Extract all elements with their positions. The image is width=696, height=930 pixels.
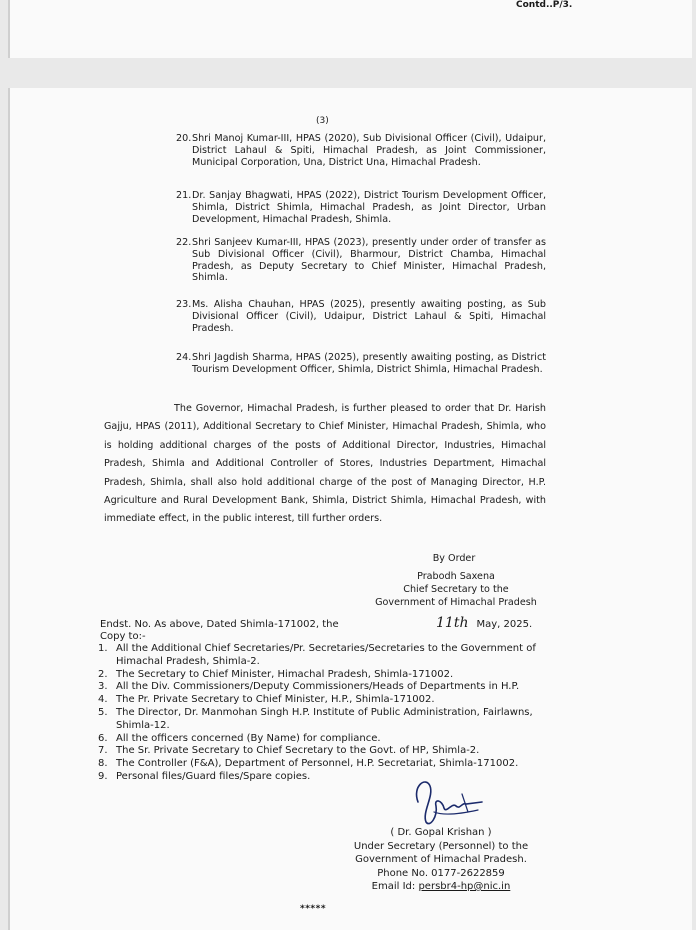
item-number: 21. [176, 190, 192, 201]
copy-number: 7. [98, 745, 108, 757]
signatory-designation-2: Government of Himachal Pradesh [375, 597, 537, 608]
copy-item [98, 681, 558, 694]
order-item-24 [176, 352, 546, 376]
copy-item [98, 771, 558, 784]
item-number: 24. [176, 352, 192, 363]
order-item-22 [176, 237, 546, 284]
signatory-designation: Chief Secretary to the [403, 584, 509, 595]
copy-item [98, 669, 558, 682]
copy-number: 8. [98, 758, 108, 770]
officer-name: ( Dr. Gopal Krishan ) [390, 827, 492, 838]
copy-text: The Pr. Private Secretary to Chief Minister, H.P., Shimla-171002. [116, 694, 435, 706]
copy-list [98, 643, 558, 784]
copy-number: 2. [98, 668, 108, 680]
phone-number: Phone No. 0177-2622859 [377, 867, 505, 879]
copy-to-label: Copy to:- [100, 631, 146, 642]
copy-item [98, 758, 558, 771]
handwritten-signature [404, 772, 488, 830]
signatory-block [368, 570, 544, 609]
copy-text: The Director, Dr. Manmohan Singh H.P. Institute of Public Administration, Fairlawns, Shimla-12. [116, 706, 533, 731]
officer-designation-2: Government of Himachal Pradesh. [355, 854, 527, 865]
page-number: (3) [316, 116, 329, 126]
previous-page-fragment [8, 0, 692, 58]
item-number: 22. [176, 237, 192, 248]
order-item-20 [176, 133, 546, 168]
copy-number: 3. [98, 681, 108, 693]
by-order-label: By Order [432, 553, 476, 564]
order-paragraph [104, 400, 546, 529]
item-text: Dr. Sanjay Bhagwati, HPAS (2022), District Tourism Development Officer, Shimla, District Shimla, Himachal Pradesh, as Joint Director, Urban Development, Himachal Pradesh, Shimla. [192, 190, 546, 225]
order-item-23 [176, 299, 546, 334]
officer-designation: Under Secretary (Personnel) to the [353, 840, 529, 852]
order-item-21 [176, 190, 546, 225]
item-text: Shri Sanjeev Kumar-III, HPAS (2023), presently under order of transfer as Sub Divisional Officer (Civil), Bharmour, District Chamba, Himachal Pradesh, as Deputy Secretary to Chief Minister, Himachal Pradesh, Shimla. [192, 237, 546, 284]
email-label: Email Id: [371, 881, 416, 892]
endorsement-date [436, 615, 532, 631]
month-year: May, 2025. [476, 619, 533, 630]
copy-text: The Secretary to Chief Minister, Himachal Pradesh, Shimla-171002. [116, 668, 454, 680]
item-number: 20. [176, 133, 192, 144]
item-text: Shri Jagdish Sharma, HPAS (2025), presently awaiting posting, as District Tourism Development Officer, Shimla, District Shimla, Himachal Pradesh. [192, 352, 546, 375]
copy-text: The Controller (F&A), Department of Personnel, H.P. Secretariat, Shimla-171002. [116, 758, 519, 770]
copy-number: 6. [98, 732, 108, 744]
end-mark: ***** [300, 904, 327, 914]
item-number: 23. [176, 299, 192, 310]
item-text: Shri Manoj Kumar-III, HPAS (2020), Sub Divisional Officer (Civil), Udaipur, District Lahaul & Spiti, Himachal Pradesh, as Joint Commissioner, Municipal Corporation, Una, District Una, Himachal Pradesh. [192, 133, 546, 168]
under-secretary-block [346, 826, 536, 894]
copy-text: Personal files/Guard files/Spare copies. [116, 770, 311, 782]
copy-text: All the officers concerned (By Name) for compliance. [116, 732, 381, 744]
copy-item [98, 733, 558, 746]
item-text: Ms. Alisha Chauhan, HPAS (2025), presently awaiting posting, as Sub Divisional Officer (Civil), Udaipur, District Lahaul & Spiti, Himachal Pradesh. [192, 299, 546, 334]
copy-item [98, 694, 558, 707]
copy-number: 9. [98, 770, 108, 782]
copy-text: All the Div. Commissioners/Deputy Commissioners/Heads of Departments in H.P. [116, 681, 520, 693]
copy-text: The Sr. Private Secretary to Chief Secretary to the Govt. of HP, Shimla-2. [116, 745, 480, 757]
copy-text: All the Additional Chief Secretaries/Pr. Secretaries/Secretaries to the Government of Himachal Pradesh, Shimla-2. [116, 643, 536, 667]
copy-number: 5. [98, 706, 108, 718]
email-line [346, 880, 536, 894]
copy-item [98, 745, 558, 758]
copy-item [98, 643, 558, 669]
email-link[interactable]: persbr4-hp@nic.in [418, 881, 511, 892]
endorsement-text: Endst. No. As above, Dated Shimla-171002, the [100, 619, 339, 630]
paragraph-text: The Governor, Himachal Pradesh, is further pleased to order that Dr. Harish Gajju, HPAS (2011), Additional Secretary to Chief Minister, Himachal Pradesh, Shimla, who is holding additional charges of the posts of Additional Director, Industries, Himachal Pradesh, Shimla and Additional Controller of Stores, Industries Department, Himachal Pradesh, Shimla, shall also hold additional charge of the post of Managing Director, H.P. Agriculture and Rural Development Bank, Shimla, District Shimla, Himachal Pradesh, with immediate effect, in the public interest, till further orders. [104, 403, 546, 525]
copy-number: 4. [98, 694, 108, 706]
signatory-name: Prabodh Saxena [417, 571, 495, 582]
continued-marker: Contd..P/3. [516, 0, 573, 10]
handwritten-day: 11th [436, 615, 469, 631]
copy-item [98, 707, 558, 733]
copy-number: 1. [98, 643, 108, 654]
